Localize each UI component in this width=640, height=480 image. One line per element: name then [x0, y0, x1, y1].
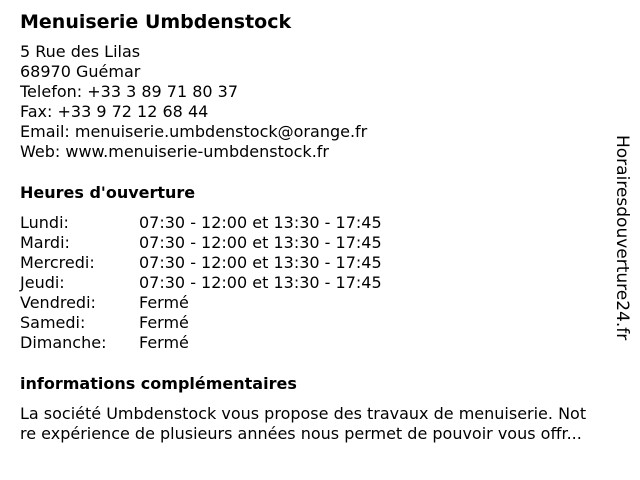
business-name: Menuiserie Umbdenstock [20, 11, 292, 33]
day-hours: 07:30 - 12:00 et 13:30 - 17:45 [139, 273, 382, 292]
day-label: Dimanche: [20, 333, 107, 352]
phone-number: Telefon: +33 3 89 71 80 37 [20, 82, 239, 101]
day-label: Samedi: [20, 313, 86, 332]
info-description [20, 404, 632, 444]
opening-hours-table [20, 213, 460, 353]
hours-row-monday [20, 213, 460, 233]
hours-row-wednesday [20, 253, 460, 273]
day-hours: 07:30 - 12:00 et 13:30 - 17:45 [139, 253, 382, 272]
website-address: Web: www.menuiserie-umbdenstock.fr [20, 142, 329, 161]
site-watermark [610, 135, 634, 345]
info-line: re expérience de plusieurs années nous permet de pouvoir vous offr... [20, 424, 582, 443]
day-label: Vendredi: [20, 293, 96, 312]
hours-row-friday [20, 293, 460, 313]
watermark-text: Horairesdouverture24.fr [612, 135, 632, 341]
hours-row-sunday [20, 333, 460, 353]
day-hours: Fermé [139, 313, 189, 332]
info-line: La société Umbdenstock vous propose des travaux de menuiserie. Not [20, 404, 587, 423]
day-label: Mercredi: [20, 253, 95, 272]
email-address: Email: menuiserie.umbdenstock@orange.fr [20, 122, 368, 141]
day-label: Lundi: [20, 213, 69, 232]
hours-row-thursday [20, 273, 460, 293]
fax-number: Fax: +33 9 72 12 68 44 [20, 102, 209, 121]
hours-row-tuesday [20, 233, 460, 253]
day-label: Mardi: [20, 233, 70, 252]
hours-heading: Heures d'ouverture [20, 183, 196, 202]
day-label: Jeudi: [20, 273, 65, 292]
contact-block [20, 42, 367, 162]
day-hours: 07:30 - 12:00 et 13:30 - 17:45 [139, 213, 382, 232]
day-hours: Fermé [139, 333, 189, 352]
address-city: 68970 Guémar [20, 62, 141, 81]
day-hours: 07:30 - 12:00 et 13:30 - 17:45 [139, 233, 382, 252]
address-street: 5 Rue des Lilas [20, 42, 141, 61]
hours-row-saturday [20, 313, 460, 333]
info-heading: informations complémentaires [20, 374, 297, 393]
day-hours: Fermé [139, 293, 189, 312]
